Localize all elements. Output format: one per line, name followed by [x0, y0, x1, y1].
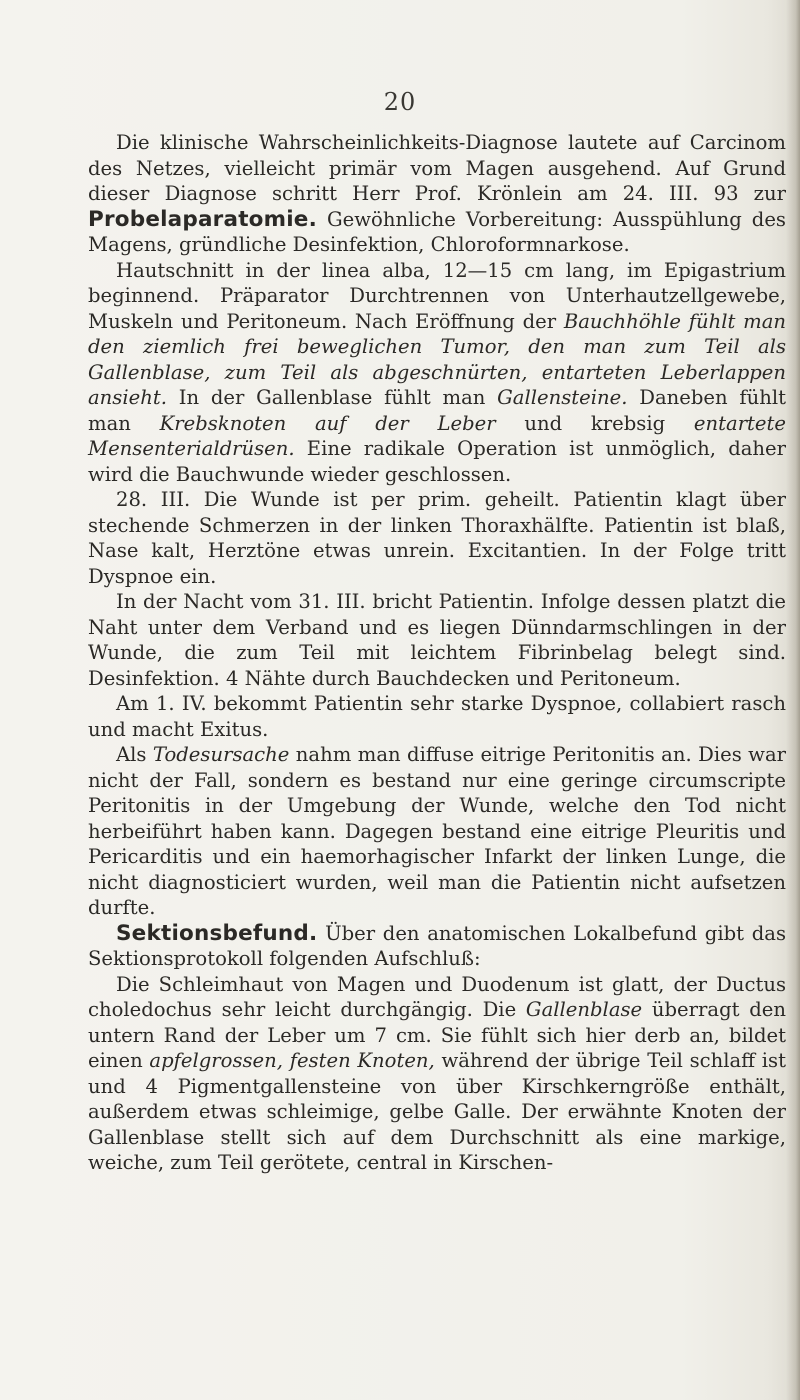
paragraph [88, 742, 786, 921]
text-run: Als [116, 743, 153, 766]
text-run: Am 1. IV. bekommt Patientin sehr starke Dyspnoe, collabiert rasch und macht Exitus. [88, 692, 786, 741]
run-in-heading: Sektionsbefund. [116, 920, 318, 946]
run-in-heading: Probelaparatomie. [88, 206, 317, 232]
body-text [88, 130, 786, 1176]
emphasized-text: Gallensteine. [497, 386, 628, 409]
text-run: während der übrige Teil schlaff ist und 4 Pigmentgallensteine von über Kirschkerngröße enthält, außerdem etwas schleimige, gelbe Galle. Der erwähnte Knoten der Gallenblase stellt sich auf dem Durchschnitt als eine markige, weiche, zum Teil gerötete, central in Kirschen- [88, 1049, 786, 1174]
paragraph [88, 487, 786, 589]
emphasized-text: entartete Mensenterialdrüsen. [88, 411, 786, 460]
text-run: In der Nacht vom 31. III. bricht Patientin. Infolge dessen platzt die Naht unter dem Verband und es liegen Dünndarmschlingen in der Wunde, die zum Teil mit leichtem Fibrinbelag belegt sind. Desinfektion. 4 Nähte durch Bauchdecken und Peritoneum. [88, 590, 786, 690]
text-run: Über den anatomischen Lokalbefund gibt das Sektionsprotokoll folgenden Aufschluß: [88, 921, 786, 970]
text-run: überragt den untern Rand der Leber um 7 cm. Sie fühlt sich hier derb an, bildet einen [88, 998, 786, 1072]
paragraph [88, 589, 786, 691]
text-run: Die Schleimhaut von Magen und Duodenum ist glatt, der Ductus choledochus sehr leicht durchgängig. Die [88, 972, 786, 1021]
paragraph [88, 921, 786, 972]
text-run: Eine radikale Operation ist unmöglich, daher wird die Bauchwunde wieder geschlossen. [88, 437, 786, 486]
paragraph [88, 130, 786, 258]
paragraph [88, 258, 786, 488]
paragraph [88, 972, 786, 1176]
emphasized-text: Krebsknoten auf der Leber [159, 411, 496, 435]
paragraph [88, 691, 786, 742]
emphasized-text: Gallenblase [525, 998, 643, 1021]
text-run: nahm man diffuse eitrige Peritonitis an. Dies war nicht der Fall, sondern es bestand nur eine geringe circumscripte Peritonitis in der Umgebung der Wunde, welche den Tod nicht herbeiführt haben kann. Dagegen bestand eine eitrige Pleuritis und Pericarditis und ein haemorhagischer Infarkt der linken Lunge, die nicht diagnosticiert wurden, weil man die Patientin nicht aufsetzen durfte. [88, 743, 786, 919]
text-run: In der Gallenblase fühlt man [166, 386, 498, 409]
page-number: 20 [383, 88, 417, 116]
text-run: Hautschnitt in der linea alba, 12—15 cm lang, im Epigastrium beginnend. Präparator Durchtrennen von Unterhautzellgewebe, Muskeln und Peritoneum. Nach Eröffnung der [88, 258, 786, 333]
emphasized-text: Bauchhöhle fühlt man den ziemlich frei beweglichen Tumor, den man zum Teil als Gallenblase, zum Teil als abgeschnürten, entarteten Leberlappen ansieht. [88, 309, 786, 409]
text-run: Gewöhnliche Vorbereitung: Ausspühlung des Magens, gründliche Desinfektion, Chloroformnarkose. [88, 207, 786, 256]
page-edge-shadow [786, 0, 800, 1400]
text-run: Daneben fühlt man [88, 386, 787, 435]
text-run: Die klinische Wahrscheinlichkeits-Diagnose lautete auf Carcinom des Netzes, vielleicht primär vom Magen ausgehend. Auf Grund dieser Diagnose schritt Herr Prof. Krönlein am 24. III. 93 zur [88, 131, 786, 205]
emphasized-text: apfelgrossen, festen Knoten, [149, 1049, 435, 1072]
emphasized-text: Todesursache [152, 743, 290, 766]
text-run: und krebsig [495, 411, 694, 435]
text-run: 28. III. Die Wunde ist per prim. geheilt. Patientin klagt über stechende Schmerzen in der linken Thoraxhälfte. Patientin ist blaß, Nase kalt, Herztöne etwas unrein. Excitantien. In der Folge tritt Dyspnoe ein. [88, 488, 786, 588]
